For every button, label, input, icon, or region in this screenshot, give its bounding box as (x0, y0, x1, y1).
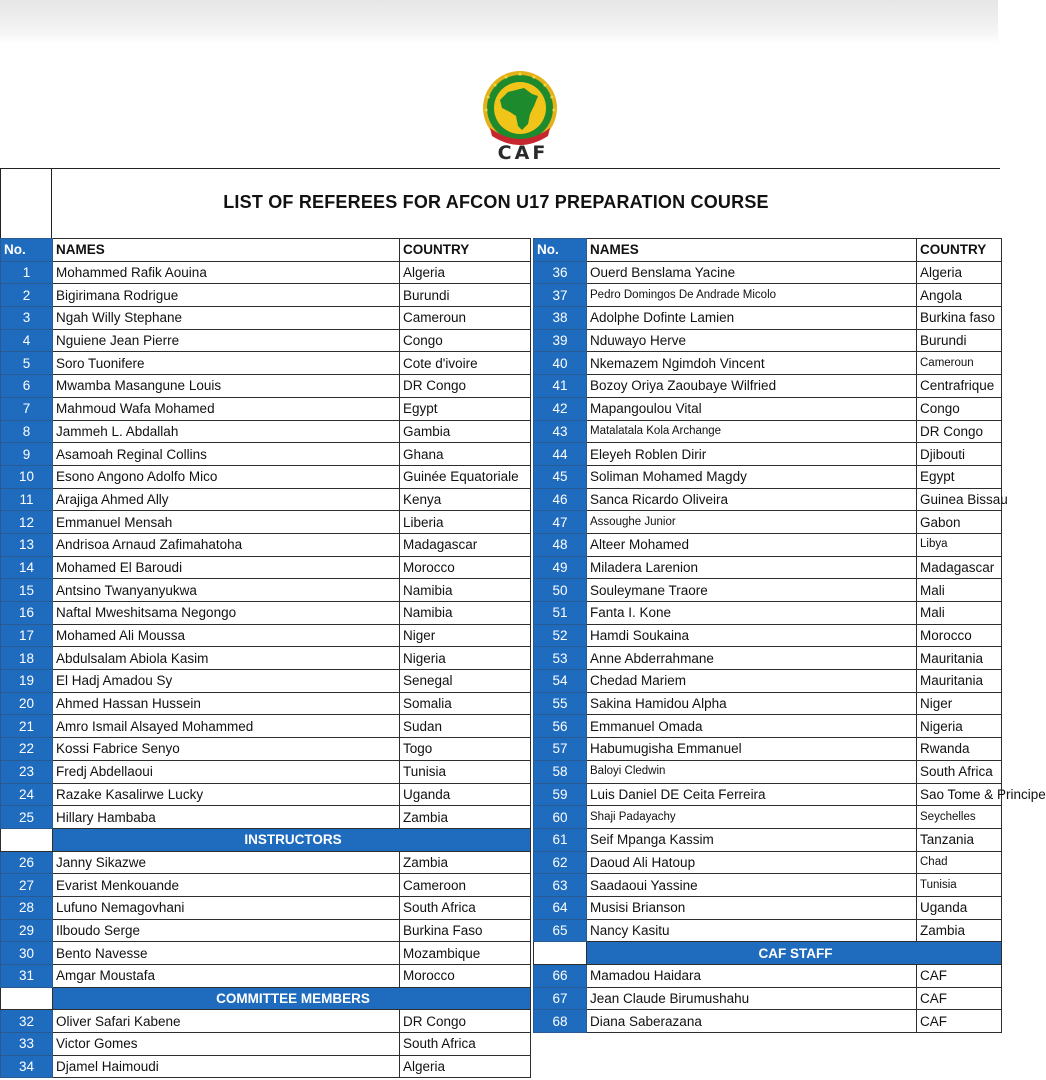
row-name: Nguiene Jean Pierre (53, 329, 400, 352)
table-row (1, 352, 531, 375)
row-name: Oliver Safari Kabene (53, 1010, 400, 1033)
row-name: Esono Angono Adolfo Mico (53, 465, 400, 488)
table-row (534, 602, 1002, 625)
row-number: 65 (534, 919, 587, 942)
table-row (1, 692, 531, 715)
row-country: Uganda (400, 783, 531, 806)
row-name: Nancy Kasitu (587, 919, 917, 942)
row-name: Djamel Haimoudi (53, 1055, 400, 1078)
header-names: NAMES (53, 239, 400, 262)
table-row (534, 647, 1002, 670)
row-country: Egypt (400, 397, 531, 420)
row-number: 5 (1, 352, 53, 375)
row-number: 37 (534, 284, 587, 307)
logo-text: CAF (497, 142, 549, 164)
table-row (1, 806, 531, 829)
table-row (534, 896, 1002, 919)
row-name: Janny Sikazwe (53, 851, 400, 874)
row-number: 8 (1, 420, 53, 443)
section-committee (1, 987, 531, 1010)
row-name: Evarist Menkouande (53, 874, 400, 897)
row-country: Madagascar (917, 556, 1002, 579)
table-row (1, 443, 531, 466)
table-row (534, 579, 1002, 602)
row-number: 9 (1, 443, 53, 466)
row-country: Burundi (400, 284, 531, 307)
row-country: CAF (917, 965, 1002, 988)
table-row (1, 647, 531, 670)
table-row (534, 375, 1002, 398)
header-names: NAMES (587, 239, 917, 262)
left-table (0, 238, 531, 1078)
row-country: Rwanda (917, 738, 1002, 761)
row-name: Musisi Brianson (587, 896, 917, 919)
row-number: 67 (534, 987, 587, 1010)
row-name: Jammeh L. Abdallah (53, 420, 400, 443)
row-name: Nduwayo Herve (587, 329, 917, 352)
row-country: Madagascar (400, 533, 531, 556)
section-label: COMMITTEE MEMBERS (53, 987, 531, 1010)
row-number: 66 (534, 965, 587, 988)
row-country: Sao Tome & Principe (917, 783, 1002, 806)
table-row (1, 851, 531, 874)
row-number: 20 (1, 692, 53, 715)
row-number: 58 (534, 760, 587, 783)
row-country: Gabon (917, 511, 1002, 534)
row-name: Amgar Moustafa (53, 965, 400, 988)
table-row (1, 511, 531, 534)
row-country: Tunisia (917, 874, 1002, 897)
table-row (1, 488, 531, 511)
row-number: 12 (1, 511, 53, 534)
row-country: Mauritania (917, 647, 1002, 670)
row-country: Mozambique (400, 942, 531, 965)
table-row (534, 738, 1002, 761)
row-number: 14 (1, 556, 53, 579)
row-name: Razake Kasalirwe Lucky (53, 783, 400, 806)
row-name: Bento Navesse (53, 942, 400, 965)
row-name: Asamoah Reginal Collins (53, 443, 400, 466)
row-number: 48 (534, 533, 587, 556)
row-number: 33 (1, 1033, 53, 1056)
table-row (1, 670, 531, 693)
row-country: Zambia (917, 919, 1002, 942)
row-name: Pedro Domingos De Andrade Micolo (587, 284, 917, 307)
row-country: Algeria (400, 261, 531, 284)
row-number: 36 (534, 261, 587, 284)
table-row (534, 692, 1002, 715)
row-name: Anne Abderrahmane (587, 647, 917, 670)
row-name: Soro Tuonifere (53, 352, 400, 375)
table-row (1, 783, 531, 806)
row-country: Angola (917, 284, 1002, 307)
table-row (1, 533, 531, 556)
table-row (534, 533, 1002, 556)
table-row (1, 397, 531, 420)
table-row (1, 942, 531, 965)
row-country: Namibia (400, 602, 531, 625)
row-number: 34 (1, 1055, 53, 1078)
table-row (1, 284, 531, 307)
table-row (534, 670, 1002, 693)
row-country: CAF (917, 987, 1002, 1010)
row-country: Cameroun (400, 307, 531, 330)
row-country: Nigeria (917, 715, 1002, 738)
row-country: Cote d'ivoire (400, 352, 531, 375)
row-country: Togo (400, 738, 531, 761)
table-row (534, 443, 1002, 466)
row-name: Amro Ismail Alsayed Mohammed (53, 715, 400, 738)
row-country: Mauritania (917, 670, 1002, 693)
row-country: Chad (917, 851, 1002, 874)
row-name: Kossi Fabrice Senyo (53, 738, 400, 761)
row-number: 64 (534, 896, 587, 919)
row-number: 41 (534, 375, 587, 398)
row-number: 7 (1, 397, 53, 420)
row-country: Mali (917, 602, 1002, 625)
row-name: Saadaoui Yassine (587, 874, 917, 897)
table-row (1, 602, 531, 625)
table-row (1, 375, 531, 398)
row-name: Arajiga Ahmed Ally (53, 488, 400, 511)
row-number: 10 (1, 465, 53, 488)
table-row (534, 307, 1002, 330)
row-number: 46 (534, 488, 587, 511)
row-number: 3 (1, 307, 53, 330)
table-row (534, 329, 1002, 352)
row-name: Lufuno Nemagovhani (53, 896, 400, 919)
row-name: Luis Daniel DE Ceita Ferreira (587, 783, 917, 806)
table-row (534, 352, 1002, 375)
row-country: Cameroon (400, 874, 531, 897)
table-row (534, 284, 1002, 307)
table-row (1, 624, 531, 647)
right-table (533, 238, 1046, 1033)
row-name: Antsino Twanyanyukwa (53, 579, 400, 602)
row-country: Seychelles (917, 806, 1002, 829)
row-country: Centrafrique (917, 375, 1002, 398)
table-row (534, 624, 1002, 647)
row-number: 53 (534, 647, 587, 670)
row-name: Ngah Willy Stephane (53, 307, 400, 330)
header-country: COUNTRY (917, 239, 1002, 262)
row-country: Guinée Equatoriale (400, 465, 531, 488)
section-blank-cell (1, 987, 53, 1010)
row-name: Emmanuel Mensah (53, 511, 400, 534)
table-row (1, 307, 531, 330)
row-country: Cameroun (917, 352, 1002, 375)
row-number: 39 (534, 329, 587, 352)
row-name: Sanca Ricardo Oliveira (587, 488, 917, 511)
row-country: Morocco (400, 965, 531, 988)
table-row (534, 987, 1002, 1010)
row-name: Victor Gomes (53, 1033, 400, 1056)
section-label: CAF STAFF (587, 942, 1002, 965)
header-no: No. (534, 239, 587, 262)
row-name: Seif Mpanga Kassim (587, 828, 917, 851)
row-number: 42 (534, 397, 587, 420)
row-number: 44 (534, 443, 587, 466)
row-country: Congo (400, 329, 531, 352)
row-country: Namibia (400, 579, 531, 602)
row-country: Morocco (917, 624, 1002, 647)
row-name: Souleymane Traore (587, 579, 917, 602)
table-row (1, 1033, 531, 1056)
row-name: Eleyeh Roblen Dirir (587, 443, 917, 466)
row-number: 62 (534, 851, 587, 874)
row-country: Nigeria (400, 647, 531, 670)
row-number: 27 (1, 874, 53, 897)
row-number: 61 (534, 828, 587, 851)
table-row (1, 1010, 531, 1033)
row-name: Baloyi Cledwin (587, 760, 917, 783)
row-country: Djibouti (917, 443, 1002, 466)
row-country: Sudan (400, 715, 531, 738)
row-country: DR Congo (917, 420, 1002, 443)
row-number: 29 (1, 919, 53, 942)
row-country: DR Congo (400, 1010, 531, 1033)
row-name: Hillary Hambaba (53, 806, 400, 829)
row-number: 32 (1, 1010, 53, 1033)
row-name: Diana Saberazana (587, 1010, 917, 1033)
row-country: Gambia (400, 420, 531, 443)
table-row (534, 1010, 1002, 1033)
row-number: 21 (1, 715, 53, 738)
row-name: Mohammed Rafik Aouina (53, 261, 400, 284)
row-number: 22 (1, 738, 53, 761)
table-row (534, 874, 1002, 897)
row-country: Burkina Faso (400, 919, 531, 942)
row-name: Ouerd Benslama Yacine (587, 261, 917, 284)
row-name: Mwamba Masangune Louis (53, 375, 400, 398)
table-row (1, 465, 531, 488)
row-number: 4 (1, 329, 53, 352)
row-number: 23 (1, 760, 53, 783)
row-name: Bigirimana Rodrigue (53, 284, 400, 307)
table-row (534, 760, 1002, 783)
row-number: 19 (1, 670, 53, 693)
row-name: Mapangoulou Vital (587, 397, 917, 420)
row-name: Adolphe Dofinte Lamien (587, 307, 917, 330)
row-country: Zambia (400, 806, 531, 829)
row-country: Algeria (400, 1055, 531, 1078)
table-row (534, 851, 1002, 874)
row-name: Soliman Mohamed Magdy (587, 465, 917, 488)
row-number: 47 (534, 511, 587, 534)
row-name: Emmanuel Omada (587, 715, 917, 738)
row-name: Bozoy Oriya Zaoubaye Wilfried (587, 375, 917, 398)
row-name: Miladera Larenion (587, 556, 917, 579)
row-name: Assoughe Junior (587, 511, 917, 534)
header-row (1, 239, 531, 262)
table-row (534, 465, 1002, 488)
table-row (1, 896, 531, 919)
table-row (1, 579, 531, 602)
row-number: 68 (534, 1010, 587, 1033)
table-row (534, 420, 1002, 443)
section-instructors (1, 828, 531, 851)
row-country: Zambia (400, 851, 531, 874)
table-row (1, 874, 531, 897)
row-country: Liberia (400, 511, 531, 534)
row-name: Shaji Padayachy (587, 806, 917, 829)
row-number: 26 (1, 851, 53, 874)
table-row (1, 261, 531, 284)
header-no: No. (1, 239, 53, 262)
row-country: Niger (917, 692, 1002, 715)
row-number: 49 (534, 556, 587, 579)
row-country: Senegal (400, 670, 531, 693)
row-name: Matalatala Kola Archange (587, 420, 917, 443)
table-row (534, 511, 1002, 534)
row-number: 6 (1, 375, 53, 398)
row-country: Ghana (400, 443, 531, 466)
row-number: 17 (1, 624, 53, 647)
row-name: Mahmoud Wafa Mohamed (53, 397, 400, 420)
row-name: Hamdi Soukaina (587, 624, 917, 647)
row-name: Abdulsalam Abiola Kasim (53, 647, 400, 670)
row-country: Tanzania (917, 828, 1002, 851)
row-name: Fredj Abdellaoui (53, 760, 400, 783)
row-name: Daoud Ali Hatoup (587, 851, 917, 874)
row-name: Naftal Mweshitsama Negongo (53, 602, 400, 625)
row-number: 51 (534, 602, 587, 625)
row-country: Tunisia (400, 760, 531, 783)
row-country: Egypt (917, 465, 1002, 488)
row-country: South Africa (400, 896, 531, 919)
header-row (534, 239, 1002, 262)
row-number: 50 (534, 579, 587, 602)
table-row (1, 1055, 531, 1078)
row-country: Burkina faso (917, 307, 1002, 330)
section-label: INSTRUCTORS (53, 828, 531, 851)
row-number: 11 (1, 488, 53, 511)
row-number: 28 (1, 896, 53, 919)
row-name: Ilboudo Serge (53, 919, 400, 942)
table-row (1, 738, 531, 761)
document-title: LIST OF REFEREES FOR AFCON U17 PREPARATION COURSE (223, 192, 769, 212)
table-row (1, 556, 531, 579)
table-row (534, 783, 1002, 806)
row-number: 43 (534, 420, 587, 443)
row-name: Habumugisha Emmanuel (587, 738, 917, 761)
row-name: Mamadou Haidara (587, 965, 917, 988)
row-number: 57 (534, 738, 587, 761)
table-row (1, 760, 531, 783)
top-shadow-bar (0, 0, 998, 44)
table-row (534, 261, 1002, 284)
table-row (1, 329, 531, 352)
row-name: Sakina Hamidou Alpha (587, 692, 917, 715)
row-country: Niger (400, 624, 531, 647)
row-number: 2 (1, 284, 53, 307)
table-row (1, 420, 531, 443)
row-number: 55 (534, 692, 587, 715)
table-row (534, 488, 1002, 511)
row-name: Mohamed El Baroudi (53, 556, 400, 579)
title-corner-cell (0, 168, 52, 238)
row-country: Mali (917, 579, 1002, 602)
row-name: Ahmed Hassan Hussein (53, 692, 400, 715)
row-country: Libya (917, 533, 1002, 556)
table-row (534, 919, 1002, 942)
table-row (534, 397, 1002, 420)
table-row (534, 965, 1002, 988)
row-country: DR Congo (400, 375, 531, 398)
row-name: Alteer Mohamed (587, 533, 917, 556)
row-number: 38 (534, 307, 587, 330)
row-name: Andrisoa Arnaud Zafimahatoha (53, 533, 400, 556)
row-number: 24 (1, 783, 53, 806)
row-number: 59 (534, 783, 587, 806)
row-number: 13 (1, 533, 53, 556)
row-number: 25 (1, 806, 53, 829)
row-name: Chedad Mariem (587, 670, 917, 693)
table-row (534, 806, 1002, 829)
row-country: South Africa (917, 760, 1002, 783)
section-caf-staff (534, 942, 1002, 965)
row-number: 16 (1, 602, 53, 625)
row-country: CAF (917, 1010, 1002, 1033)
row-number: 31 (1, 965, 53, 988)
header-country: COUNTRY (400, 239, 531, 262)
row-country: Uganda (917, 896, 1002, 919)
row-name: Jean Claude Birumushahu (587, 987, 917, 1010)
row-name: El Hadj Amadou Sy (53, 670, 400, 693)
row-country: Morocco (400, 556, 531, 579)
row-number: 1 (1, 261, 53, 284)
row-name: Mohamed Ali Moussa (53, 624, 400, 647)
row-country: South Africa (400, 1033, 531, 1056)
row-country: Burundi (917, 329, 1002, 352)
row-name: Nkemazem Ngimdoh Vincent (587, 352, 917, 375)
row-country: Kenya (400, 488, 531, 511)
row-name: Fanta I. Kone (587, 602, 917, 625)
row-number: 56 (534, 715, 587, 738)
row-number: 40 (534, 352, 587, 375)
row-number: 60 (534, 806, 587, 829)
row-number: 30 (1, 942, 53, 965)
row-country: Algeria (917, 261, 1002, 284)
table-row (534, 828, 1002, 851)
section-blank-cell (534, 942, 587, 965)
row-country: Congo (917, 397, 1002, 420)
section-blank-cell (1, 828, 53, 851)
row-number: 18 (1, 647, 53, 670)
table-row (534, 556, 1002, 579)
table-row (1, 715, 531, 738)
table-row (1, 965, 531, 988)
row-number: 15 (1, 579, 53, 602)
row-country: Guinea Bissau (917, 488, 1002, 511)
table-row (534, 715, 1002, 738)
table-row (1, 919, 531, 942)
row-number: 54 (534, 670, 587, 693)
row-number: 45 (534, 465, 587, 488)
row-number: 52 (534, 624, 587, 647)
row-number: 63 (534, 874, 587, 897)
row-country: Somalia (400, 692, 531, 715)
